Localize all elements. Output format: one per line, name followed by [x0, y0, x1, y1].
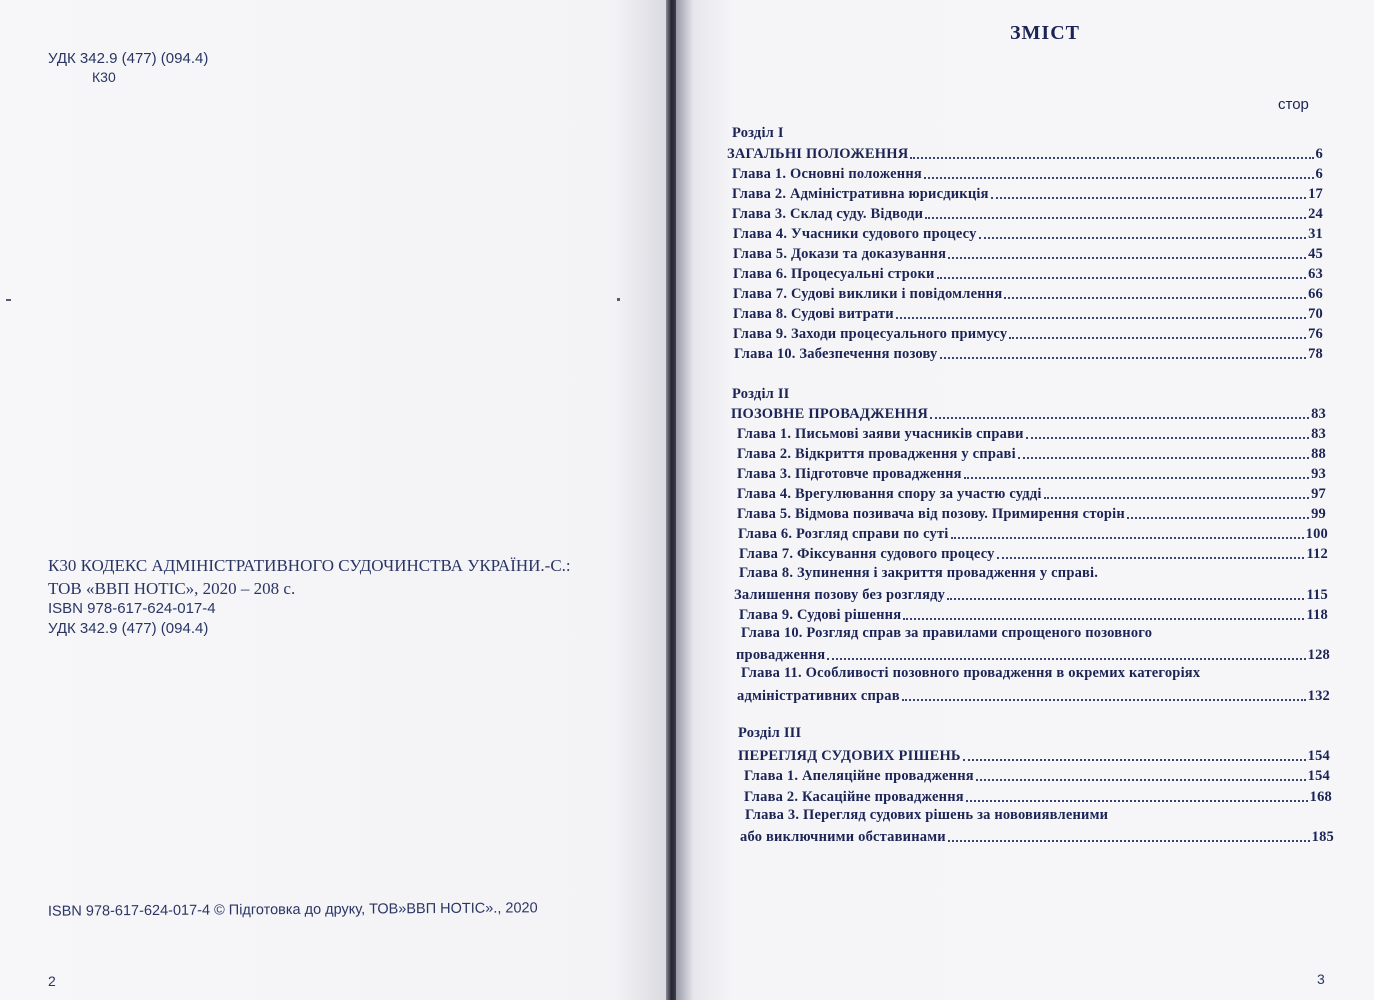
chapter-title: Глава 6. Розгляд справи по суті [738, 526, 949, 542]
dot-leader [976, 779, 1306, 781]
dot-leader [979, 237, 1307, 239]
section-3-page: 154 [1307, 748, 1330, 764]
toc-row [737, 463, 1326, 483]
chapter-title: Глава 2. Касаційне провадження [744, 789, 964, 805]
section-2-title-row [731, 403, 1326, 423]
dot-leader [910, 157, 1313, 159]
section-1-page: 6 [1315, 146, 1323, 162]
section-1-title-row [727, 143, 1323, 163]
dot-leader [1004, 297, 1306, 299]
chapter-page: 78 [1308, 346, 1323, 362]
toc-row [732, 203, 1323, 223]
chapter-title: провадження [736, 647, 826, 663]
chapter-8-line-1: Глава 8. Зупинення і закриття провадження у справі. [739, 565, 1099, 581]
toc-row [739, 604, 1328, 624]
toc-row [732, 163, 1323, 183]
biblio-udk: УДК 342.9 (477) (094.4) [48, 620, 209, 637]
dot-leader [903, 618, 1304, 620]
dot-leader [951, 537, 1304, 539]
left-page [0, 0, 668, 1000]
dot-leader [966, 800, 1308, 802]
biblio-line-1: К30 КОДЕКС АДМІНІСТРАТИВНОГО СУДОЧИНСТВА УКРАЇНИ.-С.: [48, 556, 571, 575]
toc-row [744, 786, 1332, 806]
biblio-line-2: ТОВ «ВВП НОТІС», 2020 – 208 с. [48, 579, 296, 598]
chapter-page: 97 [1311, 486, 1326, 502]
toc-title: ЗМІСТ [1010, 22, 1080, 44]
dot-leader [964, 477, 1309, 479]
chapter-title: або виключними обставинами [740, 829, 946, 845]
chapter-title: Глава 9. Заходи процесуального примусу [733, 326, 1008, 342]
dot-leader [896, 317, 1306, 319]
toc-row [734, 584, 1328, 604]
chapter-title: Глава 7. Судові виклики і повідомлення [733, 286, 1003, 302]
dot-leader [991, 197, 1306, 199]
chapter-page: 168 [1309, 789, 1332, 805]
section-1-label: Розділ I [732, 125, 784, 141]
chapter-page: 76 [1308, 326, 1323, 342]
page-number-left: 2 [48, 973, 56, 989]
toc-row [733, 323, 1323, 343]
chapter-title: Глава 5. Докази та доказування [733, 246, 947, 262]
toc-row [732, 183, 1323, 203]
dot-leader [947, 598, 1304, 600]
chapter-title: Глава 1. Письмові заяви учасників справи [737, 426, 1024, 442]
dot-leader [937, 277, 1307, 279]
chapter-page: 128 [1307, 647, 1330, 663]
chapter-page: 93 [1311, 466, 1326, 482]
chapter-page: 45 [1308, 246, 1323, 262]
chapter-title: Глава 2. Адміністративна юрисдикція [732, 186, 989, 202]
dot-leader [925, 217, 1306, 219]
dot-leader [827, 658, 1305, 660]
footer-copyright: ISBN 978-617-624-017-4 © Підготовка до друку, ТОВ»ВВП НОТІС»., 2020 [47, 900, 538, 920]
toc-row [737, 483, 1326, 503]
page-column-label: стор [1278, 96, 1309, 113]
toc-row [733, 243, 1323, 263]
chapter-title: Глава 10. Забезпечення позову [734, 346, 938, 362]
dot-leader [997, 557, 1305, 559]
chapter-page: 112 [1306, 546, 1328, 562]
dot-leader [948, 257, 1306, 259]
chapter-title: Глава 3. Склад суду. Відводи [732, 206, 924, 222]
toc-row [737, 503, 1326, 523]
toc-row [733, 263, 1323, 283]
dot-leader [1018, 457, 1309, 459]
dot-leader [1026, 437, 1309, 439]
chapter-title: Глава 6. Процесуальні строки [733, 266, 935, 282]
chapter-page: 99 [1311, 506, 1326, 522]
chapter-page: 118 [1306, 607, 1328, 623]
toc-row [736, 644, 1330, 664]
chapter-title: Глава 3. Підготовче провадження [737, 466, 962, 482]
chapter-page: 100 [1305, 526, 1328, 542]
chapter-page: 63 [1308, 266, 1323, 282]
chapter-title: Глава 4. Врегулювання спору за участю судді [737, 486, 1042, 502]
toc-row [737, 443, 1326, 463]
code-top: К30 [92, 69, 116, 85]
chapter-title: Залишення позову без розгляду [734, 587, 946, 603]
section-3-label: Розділ III [738, 725, 802, 741]
chapter-title: Глава 1. Апеляційне провадження [744, 768, 974, 784]
chapter-page: 115 [1306, 587, 1328, 603]
dot-leader [948, 840, 1310, 842]
toc-row [744, 765, 1330, 785]
dot-leader [940, 357, 1307, 359]
section-3-title-row [738, 745, 1330, 765]
dot-leader [930, 417, 1309, 419]
dot-leader [1009, 337, 1306, 339]
toc-row [740, 826, 1334, 846]
chapter-3-line-1: Глава 3. Перегляд судових рішень за нововиявленими [745, 807, 1109, 823]
chapter-page: 6 [1315, 166, 1323, 182]
dot-leader [924, 177, 1314, 179]
dot-leader [902, 699, 1306, 701]
toc-row [734, 343, 1323, 363]
chapter-title: Глава 7. Фіксування судового процесу [739, 546, 995, 562]
chapter-title: адміністративних справ [737, 688, 900, 704]
toc-row [733, 223, 1323, 243]
toc-row [739, 543, 1328, 563]
chapter-title: Глава 5. Відмова позивача від позову. Примирення сторін [737, 506, 1125, 522]
page-number-right: 3 [1317, 971, 1325, 987]
chapter-page: 132 [1307, 688, 1330, 704]
chapter-title: Глава 8. Судові витрати [733, 306, 894, 322]
chapter-page: 70 [1308, 306, 1323, 322]
chapter-page: 24 [1308, 206, 1323, 222]
print-mark [617, 298, 620, 301]
chapter-page: 17 [1308, 186, 1323, 202]
print-mark [6, 299, 11, 301]
toc-row [737, 423, 1326, 443]
chapter-10-line-1: Глава 10. Розгляд справ за правилами спрощеного позовного [741, 625, 1153, 641]
dot-leader [1044, 497, 1309, 499]
section-2-title: ПОЗОВНЕ ПРОВАДЖЕННЯ [731, 406, 929, 422]
toc-row [738, 523, 1328, 543]
toc-row [733, 283, 1323, 303]
section-2-label: Розділ II [732, 386, 790, 402]
section-2-page: 83 [1311, 406, 1326, 422]
chapter-page: 83 [1311, 426, 1326, 442]
udk-top: УДК 342.9 (477) (094.4) [48, 50, 209, 67]
chapter-title: Глава 2. Відкриття провадження у справі [737, 446, 1016, 462]
chapter-page: 31 [1308, 226, 1323, 242]
toc-row [733, 303, 1323, 323]
section-3-title: ПЕРЕГЛЯД СУДОВИХ РІШЕНЬ [738, 748, 961, 764]
chapter-11-line-1: Глава 11. Особливості позовного провадження в окремих категоріях [741, 665, 1201, 681]
biblio-isbn: ISBN 978-617-624-017-4 [48, 600, 216, 617]
chapter-title: Глава 9. Судові рішення [739, 607, 902, 623]
chapter-page: 154 [1307, 768, 1330, 784]
toc-row [737, 685, 1330, 705]
section-1-title: ЗАГАЛЬНІ ПОЛОЖЕННЯ [727, 146, 909, 162]
chapter-page: 88 [1311, 446, 1326, 462]
chapter-title: Глава 1. Основні положення [732, 166, 922, 182]
chapter-page: 66 [1308, 286, 1323, 302]
dot-leader [1127, 517, 1309, 519]
chapter-title: Глава 4. Учасники судового процесу [733, 226, 977, 242]
chapter-page: 185 [1311, 829, 1334, 845]
dot-leader [963, 759, 1306, 761]
